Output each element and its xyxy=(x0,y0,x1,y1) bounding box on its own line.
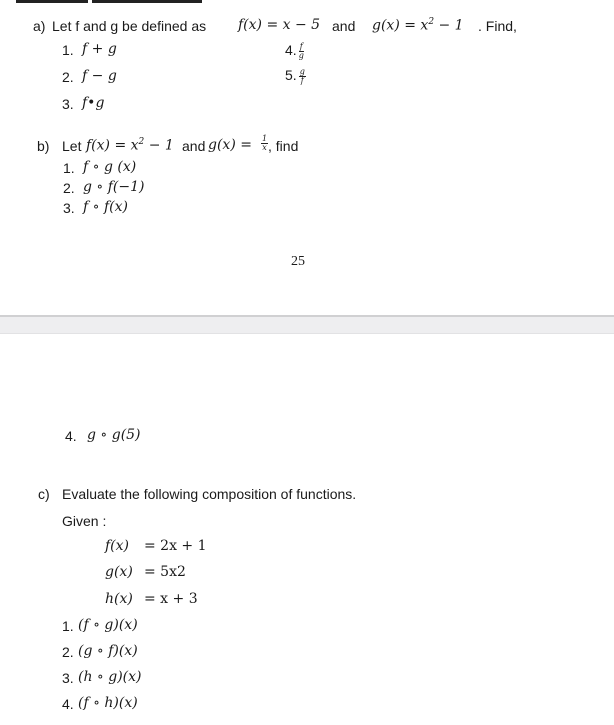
list-item-expr: (f ∘ g)(x) xyxy=(78,617,138,633)
list-item-num: 2. xyxy=(62,69,74,85)
top-rule-right xyxy=(92,0,202,3)
page-number: 25 xyxy=(291,254,305,269)
definition-rhs: = 2x + 1 xyxy=(144,538,207,554)
list-item-expr: g ∘ g(5) xyxy=(87,427,141,443)
list-item-num: 4. xyxy=(62,696,74,712)
section-c-label: c) xyxy=(38,486,50,502)
section-c-given: Given : xyxy=(62,513,107,529)
list-item-num: 1. xyxy=(63,160,75,176)
definition-rhs: = 5x2 xyxy=(144,564,186,580)
list-item-expr: (h ∘ g)(x) xyxy=(78,669,142,685)
definition-lhs: h(x) xyxy=(105,591,133,607)
section-a-intro: Let f and g be defined as xyxy=(52,18,207,34)
definition-lhs: f(x) xyxy=(105,538,130,554)
list-item-num: 3. xyxy=(62,96,74,112)
section-a-label: a) xyxy=(33,18,46,34)
list-item-expr: f ∘ g (x) xyxy=(83,159,137,175)
section-c-heading: Evaluate the following composition of functions. xyxy=(62,486,357,502)
section-a-f-def: f(x) = x − 5 xyxy=(238,17,321,33)
list-item-num: 3. xyxy=(63,200,75,216)
list-item-expr: f ∘ f(x) xyxy=(83,199,128,215)
list-item-num: 1. xyxy=(62,618,74,634)
list-item-expr: g ∘ f(−1) xyxy=(83,179,145,195)
section-a-g-def: $g(x) = x^2 - 1$ xyxy=(372,17,464,34)
section-b-g-def: g(x) = xyxy=(208,137,252,153)
section-a-and: and xyxy=(332,18,356,34)
list-item-5: 5. $\frac{g}{f}$ xyxy=(285,66,305,85)
section-b-f-def: $f(x) = x^2 - 1$ xyxy=(86,137,174,154)
list-item-4: 4. $\frac{f}{g}$ xyxy=(285,41,304,60)
section-b-label: b) xyxy=(37,138,50,154)
top-rule-left xyxy=(16,0,88,3)
section-b-let: Let xyxy=(62,138,82,154)
list-item-expr: f − g xyxy=(82,68,117,84)
list-item-expr: f•g xyxy=(82,95,105,111)
section-b-find: , find xyxy=(268,138,299,154)
definition-lhs: g(x) xyxy=(105,564,133,580)
list-item-num: 2. xyxy=(63,180,75,196)
list-item-expr: (g ∘ f)(x) xyxy=(78,643,138,659)
list-item-expr: (f ∘ h)(x) xyxy=(78,695,138,711)
definition-rhs: = x + 3 xyxy=(144,591,198,607)
page-break xyxy=(0,315,614,334)
list-item-num: 4. xyxy=(65,428,77,444)
section-b-g-frac: $\frac{1}{x}$ xyxy=(262,133,268,152)
list-item-num: 2. xyxy=(62,644,74,660)
list-item-num: 3. xyxy=(62,670,74,686)
section-a-find: . Find, xyxy=(478,18,517,34)
list-item-num: 1. xyxy=(62,42,74,58)
section-b-and: and xyxy=(182,138,206,154)
list-item-expr: f + g xyxy=(82,41,117,57)
